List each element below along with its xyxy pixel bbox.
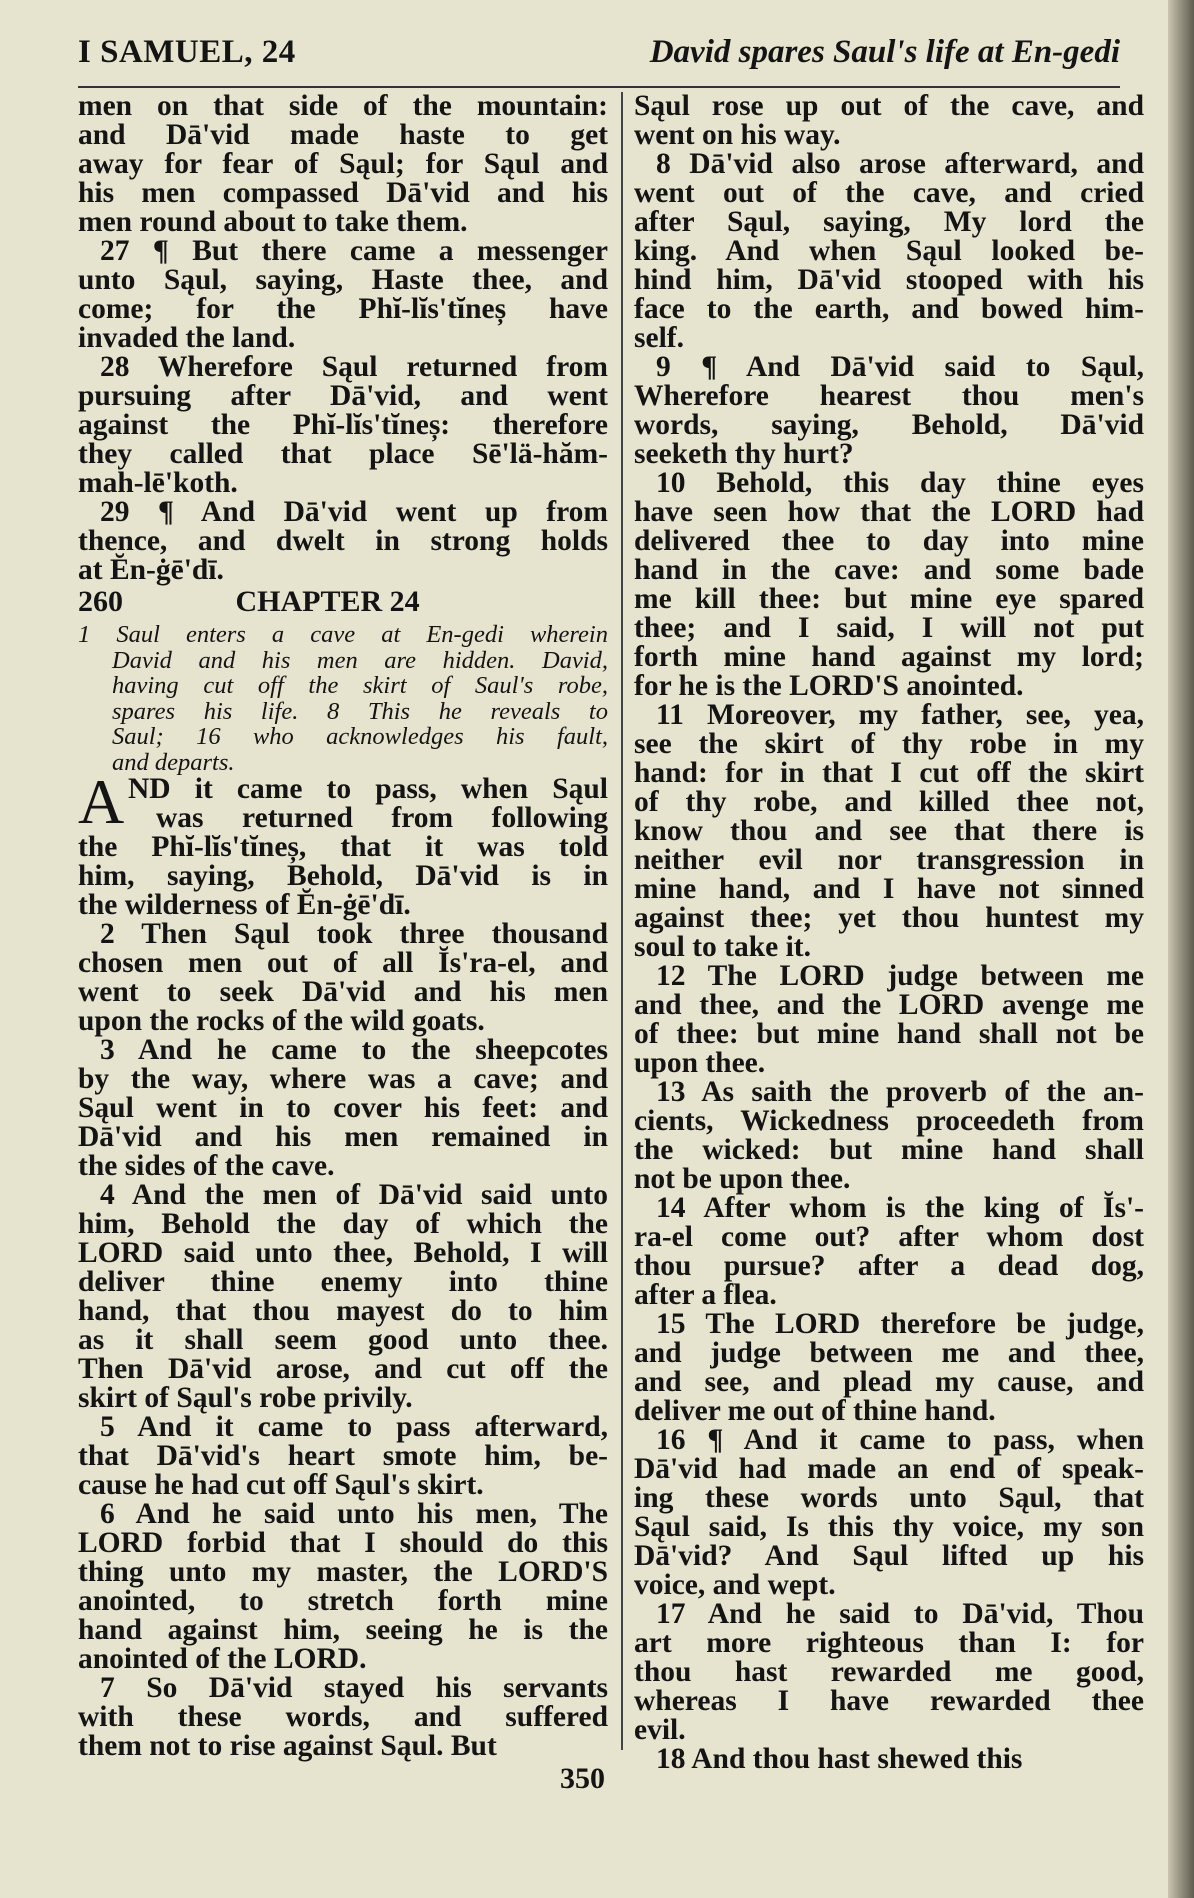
text-line: 16 ¶ And it came to pass, when xyxy=(656,1424,1144,1456)
text-line: forth mine hand against my lord; xyxy=(634,641,1144,673)
text-line: know thou and see that there is xyxy=(634,815,1144,847)
chapter-number: 260 xyxy=(78,585,123,618)
text-line: him, saying, Behold, Dā'vid is in xyxy=(78,860,608,892)
text-line: 4 And the men of Dā'vid said unto xyxy=(100,1179,608,1211)
page-number: 350 xyxy=(560,1762,605,1795)
text-line: went on his way. xyxy=(634,119,841,151)
text-line: mine hand, and I have not sinned xyxy=(634,873,1144,905)
text-line: of thee: but mine hand shall not be xyxy=(634,1018,1144,1050)
text-line: 15 The LORD therefore be judge, xyxy=(656,1308,1144,1340)
text-line: whereas I have rewarded thee xyxy=(634,1685,1144,1717)
text-line: hand, that thou mayest do to him xyxy=(78,1295,608,1327)
chapter-heading xyxy=(78,587,608,620)
left-column xyxy=(78,92,608,1761)
text-line: 2 Then Sąul took three thousand xyxy=(100,918,608,950)
text-line: Wherefore hearest thou men's xyxy=(634,380,1144,412)
summary-line: David and his men are hidden. David, xyxy=(112,646,608,674)
text-line: and judge between me and thee, xyxy=(634,1337,1144,1369)
left-body-text xyxy=(78,833,608,1761)
text-line: 3 And he came to the sheepcotes xyxy=(100,1034,608,1066)
left-top-text xyxy=(78,92,608,585)
text-line: come; for the Phĭ-lĭs'tĭneș have xyxy=(78,293,608,325)
text-line: upon thee. xyxy=(634,1047,766,1079)
text-line: face to the earth, and bowed him- xyxy=(634,293,1144,325)
page-topic-title: David spares Saul's life at En-gedi xyxy=(649,34,1120,70)
text-line: 13 As saith the proverb of the an- xyxy=(656,1076,1144,1108)
text-line: Dā'vid had made an end of speak- xyxy=(634,1453,1144,1485)
text-line: not be upon thee. xyxy=(634,1163,851,1195)
dropcap-line: ND it came to pass, when Sąul xyxy=(128,773,608,805)
header-rule xyxy=(78,86,1120,88)
right-column xyxy=(634,92,1144,1774)
text-line: that Dā'vid's heart smote him, be- xyxy=(78,1440,608,1472)
drop-cap: A xyxy=(78,766,125,837)
book-chapter-title: I SAMUEL, 24 xyxy=(78,34,296,70)
text-line: after Sąul, saying, My lord the xyxy=(634,206,1144,238)
dropcap-line: was returned from following xyxy=(156,802,608,834)
text-line: of thy robe, and killed thee not, xyxy=(634,786,1144,818)
text-line: him, Behold the day of which the xyxy=(78,1208,608,1240)
text-line: against thee; yet thou huntest my xyxy=(634,902,1144,934)
text-line: self. xyxy=(634,322,684,354)
text-line: with these words, and suffered xyxy=(78,1701,608,1733)
text-line: for he is the LORD'S anointed. xyxy=(634,670,1024,702)
text-line: Dā'vid? And Sąul lifted up his xyxy=(634,1540,1144,1572)
text-line: voice, and wept. xyxy=(634,1569,836,1601)
text-line: hand against him, seeing he is the xyxy=(78,1614,608,1646)
text-line: unto Sąul, saying, Haste thee, and xyxy=(78,264,608,296)
text-line: ra-el come out? after whom dost xyxy=(634,1221,1144,1253)
text-line: anointed, to stretch forth mine xyxy=(78,1585,608,1617)
text-line: 8 Dā'vid also arose afterward, and xyxy=(656,148,1144,180)
text-line: his men compassed Dā'vid and his xyxy=(78,177,608,209)
text-line: 11 Moreover, my father, see, yea, xyxy=(656,699,1144,731)
text-line: ing these words unto Sąul, that xyxy=(634,1482,1144,1514)
text-line: 27 ¶ But there came a messenger xyxy=(100,235,608,267)
chapter-title: CHAPTER 24 xyxy=(235,585,420,618)
text-line: as it shall seem good unto thee. xyxy=(78,1324,608,1356)
text-line: they called that place Sē'lä-hăm- xyxy=(78,438,608,470)
text-line: Sąul went in to cover his feet: and xyxy=(78,1092,608,1124)
text-line: cause he had cut off Sąul's skirt. xyxy=(78,1469,484,1501)
text-line: deliver me out of thine hand. xyxy=(634,1395,996,1427)
column-divider xyxy=(621,92,623,1750)
right-body-text xyxy=(634,92,1144,1774)
text-line: Sąul rose up out of the cave, and xyxy=(634,90,1144,122)
text-line: thee; and I said, I will not put xyxy=(634,612,1144,644)
text-line: soul to take it. xyxy=(634,931,811,963)
text-line: have seen how that the LORD had xyxy=(634,496,1144,528)
text-line: skirt of Sąul's robe privily. xyxy=(78,1382,413,1414)
text-line: hind him, Dā'vid stooped with his xyxy=(634,264,1144,296)
text-line: 9 ¶ And Dā'vid said to Sąul, xyxy=(656,351,1144,383)
text-line: against the Phĭ-lĭs'tĭneș: therefore xyxy=(78,409,608,441)
text-line: 5 And it came to pass afterward, xyxy=(100,1411,608,1443)
text-line: 28 Wherefore Sąul returned from xyxy=(100,351,608,383)
text-line: men on that side of the mountain: xyxy=(78,90,608,122)
text-line: thou hast rewarded me good, xyxy=(634,1656,1144,1688)
text-line: delivered thee to day into mine xyxy=(634,525,1144,557)
text-line: after a flea. xyxy=(634,1279,777,1311)
text-line: 10 Behold, this day thine eyes xyxy=(656,467,1144,499)
text-line: went to seek Dā'vid and his men xyxy=(78,976,608,1008)
text-line: and Dā'vid made haste to get xyxy=(78,119,608,151)
text-line: thou pursue? after a dead dog, xyxy=(634,1250,1144,1282)
text-line: the sides of the cave. xyxy=(78,1150,335,1182)
text-line: anointed of the LORD. xyxy=(78,1643,367,1675)
text-line: seeketh thy hurt? xyxy=(634,438,854,470)
text-line: went out of the cave, and cried xyxy=(634,177,1144,209)
text-line: Then Dā'vid arose, and cut off the xyxy=(78,1353,608,1385)
text-line: 6 And he said unto his men, The xyxy=(100,1498,608,1530)
text-line: thence, and dwelt in strong holds xyxy=(78,525,608,557)
summary-line: Saul; 16 who acknowledges his fault, xyxy=(112,723,608,750)
text-line: chosen men out of all Ĭs'ra-el, and xyxy=(78,947,608,979)
text-line: the wilderness of Ĕn-ġē'dī. xyxy=(78,889,411,921)
text-line: LORD said unto thee, Behold, I will xyxy=(78,1237,608,1269)
text-line: mah-lē'koth. xyxy=(78,467,238,499)
text-line: LORD forbid that I should do this xyxy=(78,1527,608,1559)
text-line: 7 So Dā'vid stayed his servants xyxy=(100,1672,608,1704)
summary-line: having cut off the skirt of Saul's robe, xyxy=(112,672,608,699)
text-line: and see, and plead my cause, and xyxy=(634,1366,1144,1398)
text-line: men round about to take them. xyxy=(78,206,468,238)
text-line: hand in the cave: and some bade xyxy=(634,554,1144,586)
text-line: 12 The LORD judge between me xyxy=(656,960,1144,992)
text-line: king. And when Sąul looked be- xyxy=(634,235,1144,267)
text-line: away for fear of Sąul; for Sąul and xyxy=(78,148,608,180)
text-line: me kill thee: but mine eye spared xyxy=(634,583,1144,615)
text-line: see the skirt of thy robe in my xyxy=(634,728,1144,760)
text-line: thing unto my master, the LORD'S xyxy=(78,1556,608,1588)
chapter-opening xyxy=(78,766,608,837)
text-line: invaded the land. xyxy=(78,322,296,354)
chapter-summary xyxy=(78,622,608,775)
text-line: words, saying, Behold, Dā'vid xyxy=(634,409,1144,441)
text-line: the Phĭ-lĭs'tĭneș, that it was told xyxy=(78,831,608,863)
text-line: cients, Wickedness proceedeth from xyxy=(634,1105,1144,1137)
summary-line: 1 Saul enters a cave at En-gedi wherein xyxy=(78,621,608,648)
summary-line: and departs. xyxy=(112,748,235,776)
text-line: upon the rocks of the wild goats. xyxy=(78,1005,485,1037)
text-line: Dā'vid and his men remained in xyxy=(78,1121,608,1153)
book-spine-shadow xyxy=(1168,0,1194,1898)
text-line: art more righteous than I: for xyxy=(634,1627,1144,1659)
text-line: them not to rise against Sąul. But xyxy=(78,1730,497,1762)
text-line: neither evil nor transgression in xyxy=(634,844,1144,876)
text-line: 29 ¶ And Dā'vid went up from xyxy=(100,496,608,528)
text-line: evil. xyxy=(634,1714,686,1746)
running-header xyxy=(78,30,1120,90)
text-line: by the way, where was a cave; and xyxy=(78,1063,608,1095)
text-line: Sąul said, Is this thy voice, my son xyxy=(634,1511,1144,1543)
text-line: hand: for in that I cut off the skirt xyxy=(634,757,1144,789)
text-line: deliver thine enemy into thine xyxy=(78,1266,608,1298)
text-line: pursuing after Dā'vid, and went xyxy=(78,380,608,412)
text-line: 14 After whom is the king of Ĭs'- xyxy=(656,1192,1144,1224)
summary-line: spares his life. 8 This he reveals to xyxy=(112,697,608,725)
text-line: the wicked: but mine hand shall xyxy=(634,1134,1144,1166)
text-line: at Ĕn-ġē'dī. xyxy=(78,554,224,586)
text-line: 17 And he said to Dā'vid, Thou xyxy=(656,1598,1144,1630)
text-line: 18 And thou hast shewed this xyxy=(656,1743,1023,1775)
text-line: and thee, and the LORD avenge me xyxy=(634,989,1144,1021)
